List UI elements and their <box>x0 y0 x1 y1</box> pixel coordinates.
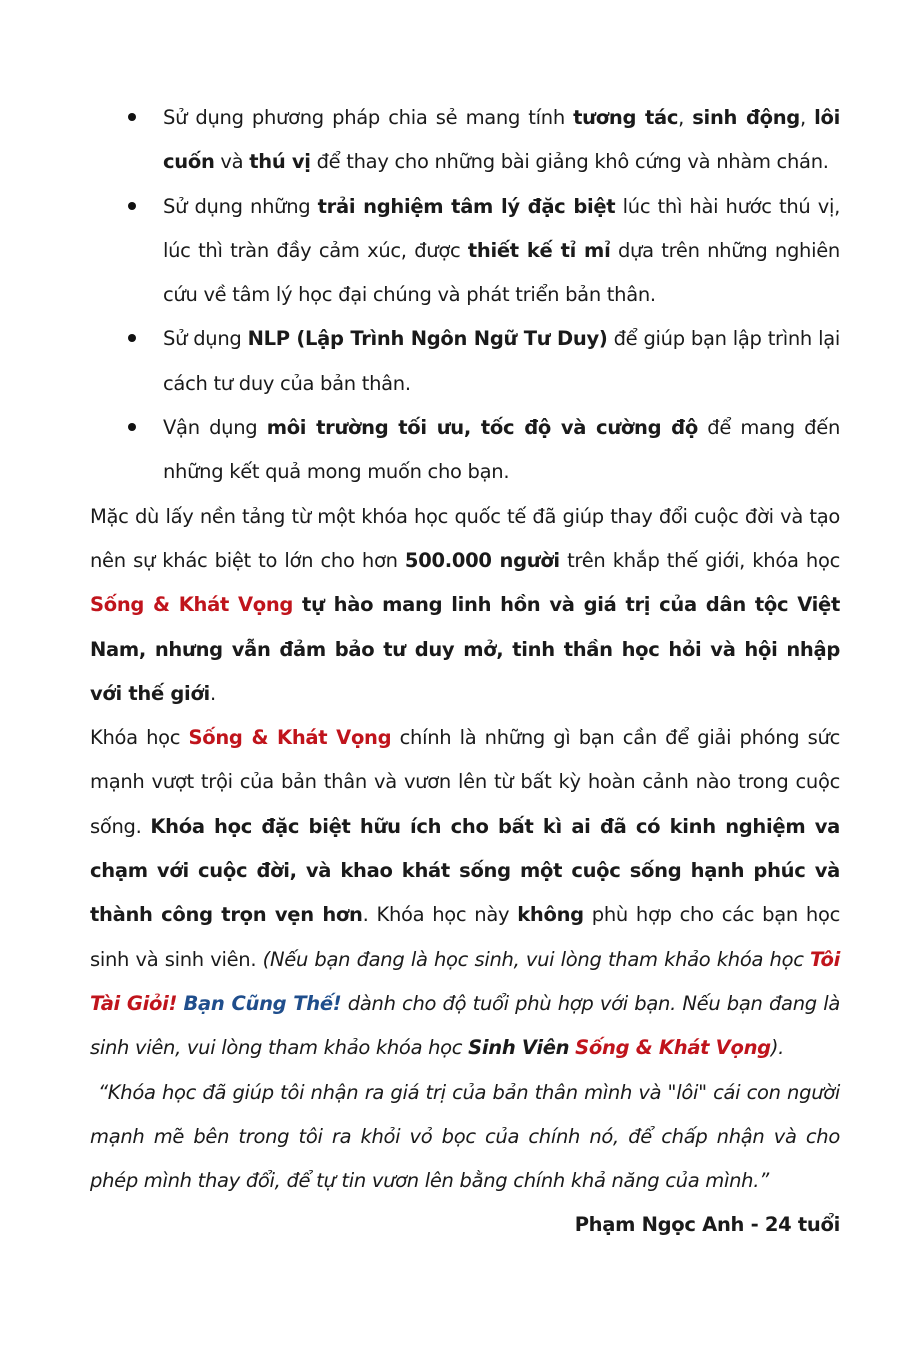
list-item-emphasis: thú vị <box>249 150 311 174</box>
paragraph-intro <box>90 495 840 716</box>
list-item-text: Vận dụng <box>163 416 267 440</box>
testimonial-quote: “Khóa học đã giúp tôi nhận ra giá trị của bản thân mình và "lôi" cái con người mạnh mẽ bên trong tôi ra khỏi vỏ bọc của chính nó, để chấp nhận và cho phép mình thay đổi, để tự tin vươn lên bằng chính khả năng của mình.” <box>90 1080 840 1193</box>
paragraph-emphasis: tự hào mang linh hồn và giá trị của dân tộc Việt Nam, nhưng vẫn đảm bảo tư duy mở, tinh thần học hỏi và hội nhập với thế giới <box>90 593 841 705</box>
bullet-icon <box>128 423 136 431</box>
paragraph-note: dành cho độ tuổi phù hợp với bạn. Nếu bạn đang là sinh viên, vui lòng tham khảo khóa học <box>90 991 840 1060</box>
course-name: Sống & Khát Vọng <box>188 726 392 750</box>
list-item-emphasis: môi trường tối ưu, tốc độ và cường độ <box>266 416 698 440</box>
paragraph-course <box>90 716 840 1070</box>
list-item-emphasis: NLP (Lập Trình Ngôn Ngữ Tư Duy) <box>247 327 608 351</box>
list-item-text: Sử dụng những <box>163 194 318 218</box>
list-item-text: và <box>214 150 250 174</box>
list-item-text: để mang đến những kết quả mong muốn cho bạn. <box>163 416 840 484</box>
course-name: Sống & Khát Vọng <box>90 593 294 617</box>
paragraph-emphasis: Khóa học đặc biệt hữu ích cho bất kì ai đã có kinh nghiệm va chạm với cuộc đời, và khao khát sống một cuộc sống hạnh phúc và thành công trọn vẹn hơn <box>90 814 840 927</box>
list-item <box>90 406 840 495</box>
list-item-emphasis: sinh động <box>692 106 800 129</box>
bullet-icon <box>128 202 136 210</box>
paragraph-text: chính là những gì bạn cần để giải phóng sức mạnh vượt trội của bản thân và vươn lên từ bất kỳ hoàn cảnh nào trong cuộc sống. <box>90 726 841 838</box>
testimonial-author: Phạm Ngọc Anh - 24 tuổi <box>574 1213 840 1237</box>
list-item-text: Sử dụng phương pháp chia sẻ mang tính <box>163 106 574 129</box>
bullet-icon <box>128 113 136 121</box>
bullet-icon <box>128 334 136 342</box>
list-item <box>90 185 840 318</box>
paragraph-note: ). <box>770 1036 785 1060</box>
list-item-text: dựa trên những nghiên cứu về tâm lý học đại chúng và phát triển bản thân. <box>163 238 840 307</box>
course-name-blue: Bạn Cũng Thế! <box>183 991 342 1015</box>
list-item-text: Sử dụng <box>163 327 248 351</box>
list-item-text: lúc thì hài hước thú vị, lúc thì tràn đầy cảm xúc, được <box>163 194 841 262</box>
list-item-text: , <box>799 106 815 129</box>
paragraph-text: . <box>209 681 216 705</box>
list-item-text: để giúp bạn lập trình lại cách tư duy của bản thân. <box>163 327 840 395</box>
paragraph-text: Khóa học <box>90 726 189 750</box>
document-page <box>90 96 840 1248</box>
feature-list <box>90 96 840 495</box>
list-item-emphasis: tương tác <box>573 106 679 129</box>
paragraph-text: . Khóa học này <box>362 903 518 927</box>
list-item-emphasis: lôi cuốn <box>163 106 840 174</box>
emphasis-count: 500.000 người <box>404 548 560 572</box>
paragraph-text: phù hợp cho các bạn học sinh và sinh viên. <box>90 903 840 971</box>
list-item-text: , <box>678 106 693 129</box>
course-name-prefix: Sinh Viên <box>468 1036 570 1060</box>
course-name: Sống & Khát Vọng <box>575 1036 771 1060</box>
list-item-text: để thay cho những bài giảng khô cứng và nhàm chán. <box>310 150 829 174</box>
course-name-red: Tôi Tài Giỏi! <box>90 947 840 1015</box>
list-item <box>90 317 840 406</box>
paragraph-text: trên khắp thế giới, khóa học <box>559 548 840 572</box>
paragraph-emphasis: không <box>517 903 584 927</box>
list-item-emphasis: thiết kế tỉ mỉ <box>467 238 611 262</box>
paragraph-text: Mặc dù lấy nền tảng từ một khóa học quốc tế đã giúp thay đổi cuộc đời và tạo nên sự khác biệt to lớn cho hơn <box>90 504 840 572</box>
paragraph-note: (Nếu bạn đang là học sinh, vui lòng tham khảo khóa học <box>262 947 811 971</box>
list-item <box>90 96 840 185</box>
list-item-emphasis: trải nghiệm tâm lý đặc biệt <box>317 194 616 218</box>
